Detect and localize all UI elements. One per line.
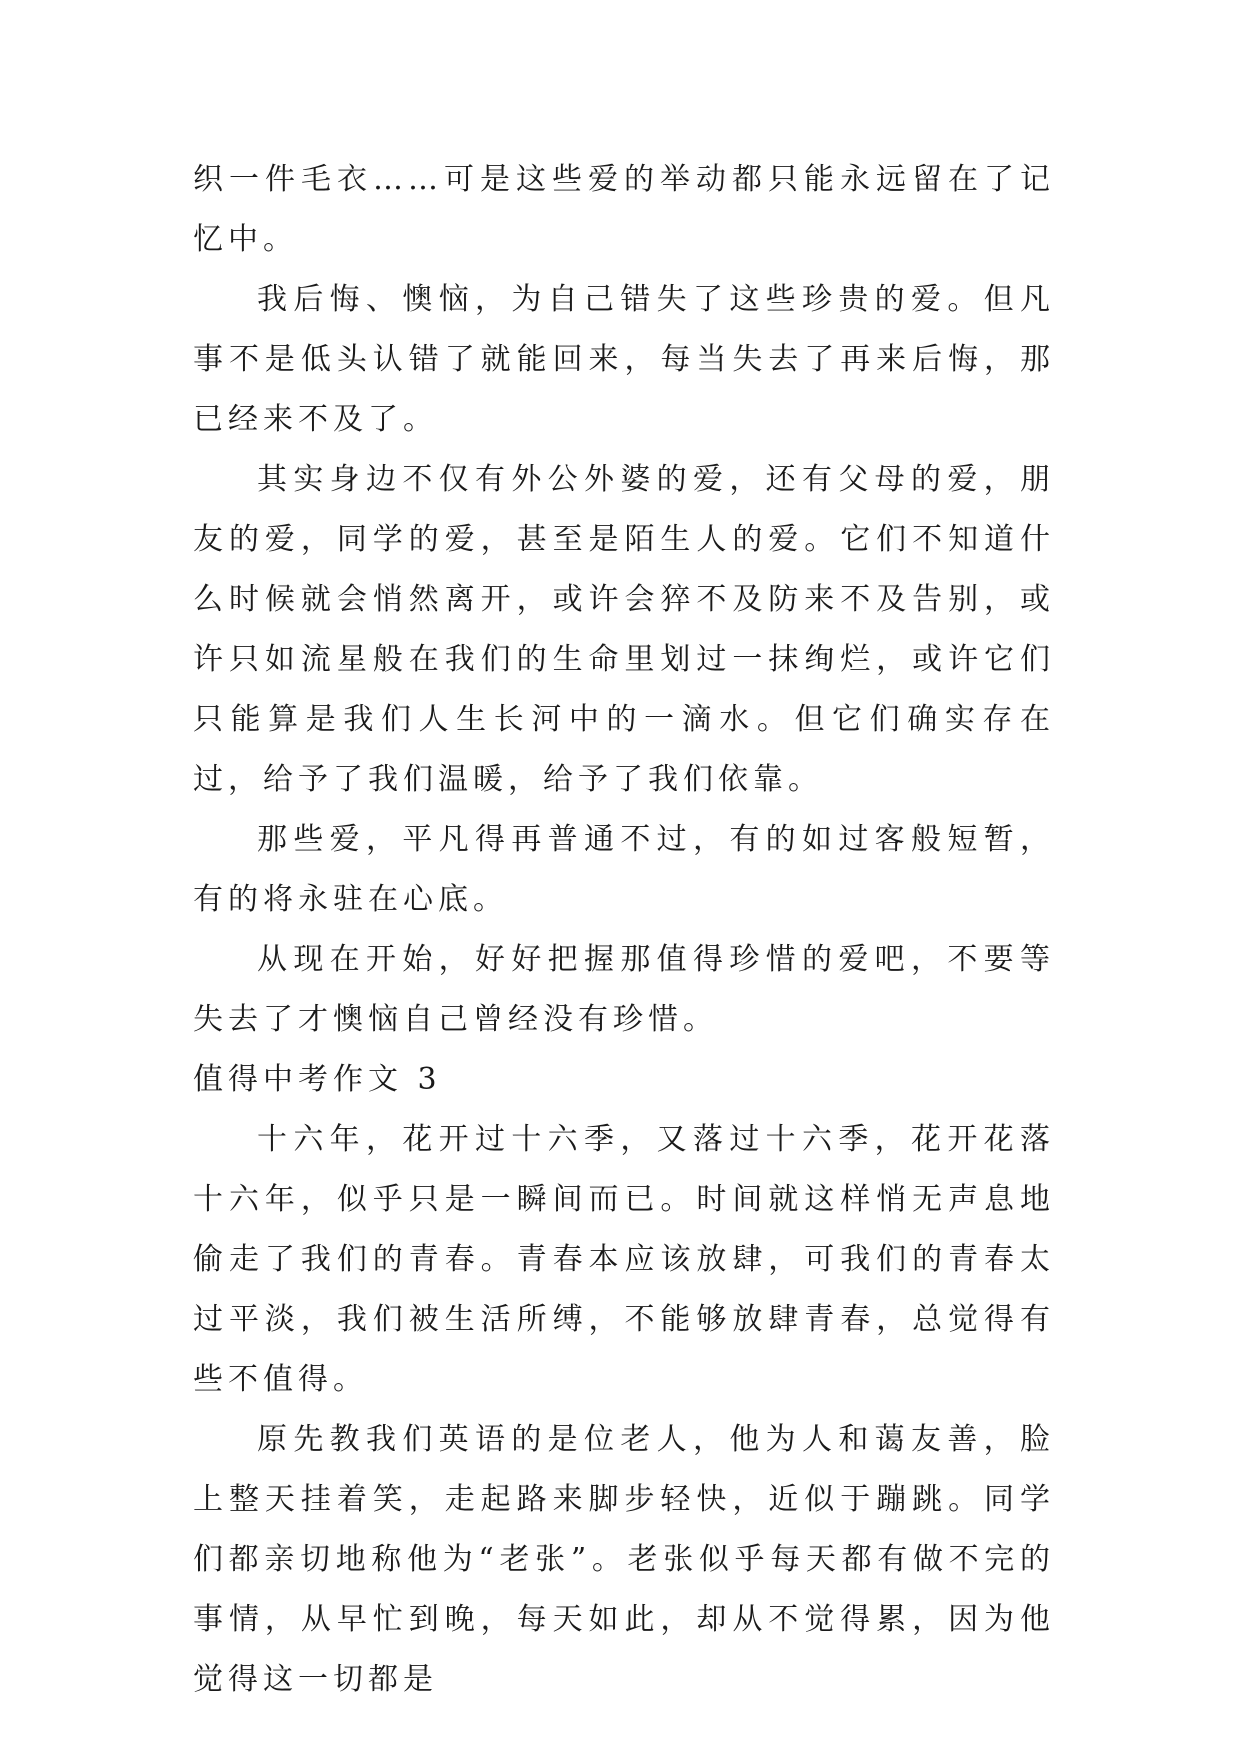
paragraph-love-around: 其实身边不仅有外公外婆的爱，还有父母的爱，朋友的爱，同学的爱，甚至是陌生人的爱。它们不知道什么时候就会悄然离开，或许会猝不及防来不及告别，或许只如流星般在我们的生命里划过一抹绚烂，或许它们只能算是我们人生长河中的一滴水。但它们确实存在过，给予了我们温暖，给予了我们依靠。 [193,462,1055,797]
document-body [193,150,1055,1710]
paragraph-ordinary-love: 那些爱，平凡得再普通不过，有的如过客般短暂，有的将永驻在心底。 [193,822,1055,917]
paragraph-continuation: 织一件毛衣……可是这些爱的举动都只能永远留在了记忆中。 [193,162,1055,257]
paragraph-regret: 我后悔、懊恼，为自己错失了这些珍贵的爱。但凡事不是低头认错了就能回来，每当失去了再来后悔，那已经来不及了。 [193,282,1055,437]
paragraph-english-teacher: 原先教我们英语的是位老人，他为人和蔼友善，脸上整天挂着笑，走起路来脚步轻快，近似于蹦跳。同学们都亲切地称他为“老张”。老张似乎每天都有做不完的事情，从早忙到晚，每天如此，却从不觉得累，因为他觉得这一切都是 [193,1422,1055,1697]
paragraph-cherish: 从现在开始，好好把握那值得珍惜的爱吧，不要等失去了才懊恼自己曾经没有珍惜。 [193,942,1055,1037]
section-heading: 值得中考作文 3 [193,1062,442,1097]
paragraph-sixteen-years: 十六年，花开过十六季，又落过十六季，花开花落十六年，似乎只是一瞬间而已。时间就这样悄无声息地偷走了我们的青春。青春本应该放肆，可我们的青春太过平淡，我们被生活所缚，不能够放肆青春，总觉得有些不值得。 [193,1122,1055,1397]
